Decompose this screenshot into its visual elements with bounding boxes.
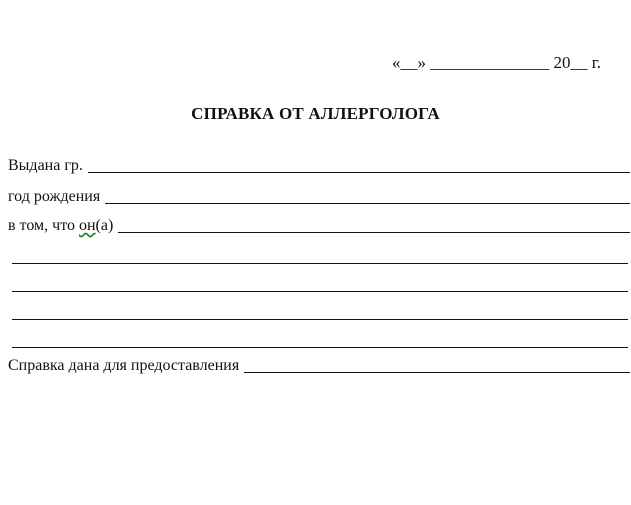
in-that-line bbox=[118, 217, 630, 233]
issued-to-label: Выдана гр. bbox=[8, 157, 83, 174]
blank-line-1 bbox=[12, 263, 628, 264]
field-provided-for bbox=[8, 356, 630, 376]
in-that-label bbox=[8, 216, 118, 236]
date-line: «__» ______________ 20__ г. bbox=[392, 53, 602, 72]
field-issued-to bbox=[8, 156, 630, 176]
in-that-suffix: (а) bbox=[95, 217, 114, 234]
blank-line-2 bbox=[12, 291, 628, 292]
provided-for-line bbox=[244, 357, 630, 373]
document-title: СПРАВКА ОТ АЛЛЕРГОЛОГА bbox=[191, 104, 440, 123]
birth-year-line bbox=[105, 188, 630, 204]
field-birth-year bbox=[8, 187, 630, 207]
provided-for-label: Справка дана для предоставления bbox=[8, 357, 240, 374]
birth-year-label: год рождения bbox=[8, 188, 101, 205]
blank-line-3 bbox=[12, 319, 628, 320]
in-that-marked-word: он bbox=[78, 217, 96, 234]
blank-line-4 bbox=[12, 347, 628, 348]
in-that-prefix: в том, что bbox=[8, 217, 79, 234]
issued-to-line bbox=[88, 157, 630, 173]
field-in-that bbox=[8, 216, 630, 236]
